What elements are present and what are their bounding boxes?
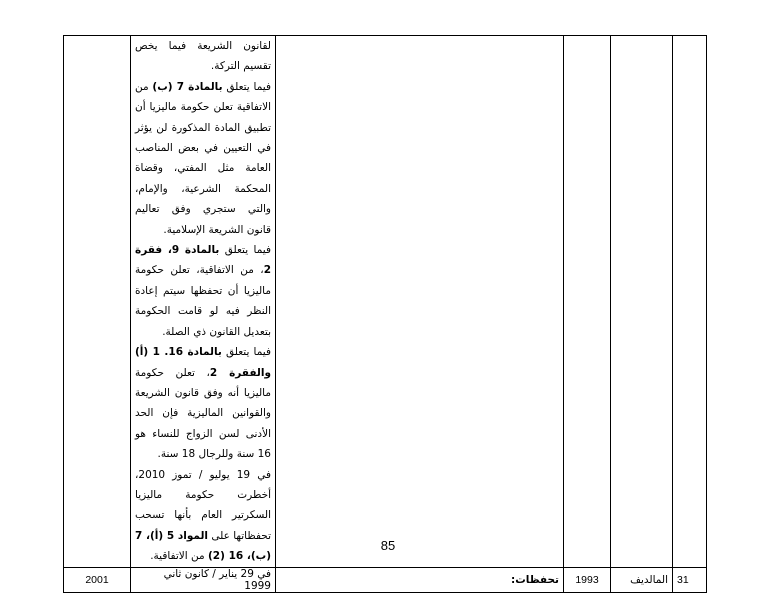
cell-empty [564,36,611,568]
text: من الاتفاقية. [150,550,208,563]
text: فيما يتعلق [222,80,271,93]
text: لقانون الشريعة فيما يخص تقسيم التركة. [135,40,271,73]
paragraph [135,240,271,342]
end-year: 2001 [64,567,131,592]
text: ، من الاتفاقية، تعلن حكومة ماليزيا أن تحفظها سيتم إعادة النظر فيه لو قامت الحكومة بتعديل القانون ذي الصلة. [135,264,271,338]
table-row [64,36,707,568]
reservations-label: تحفظات: [276,567,564,592]
cell-empty [64,36,131,568]
text: في 19 يوليو / تموز 2010، أخطرت حكومة ماليزيا السكرتير العام بأنها تسحب تحفظاتها على [135,468,272,542]
cell-empty [276,36,564,568]
article-ref: بالمادة 16. 1 (أ) والفقرة 2 [135,346,271,379]
text: من الاتفاقية تعلن حكومة ماليزيا أن تطبيق المادة المذكورة لن يؤثر في التعيين في بعض المناصب العامة مثل المفتي، وقضاة المحكمة الشرعية، والإمام، والتي ستجري وفق تعاليم قانون الشريعة الإسلامية. [135,80,271,236]
country-name: المالديف [611,567,673,592]
cell-empty [673,36,707,568]
table-row [64,567,707,592]
page-number: 85 [380,538,396,553]
paragraph [135,77,271,240]
article-ref: بالمادة 7 (ب) [152,80,223,93]
reservation-date: في 29 يناير / كانون ثاني 1999 [131,567,276,592]
reservation-text-cell [131,36,276,568]
text: ، تعلن حكومة ماليزيا أنه وفق قانون الشريعة والقوانين الماليزية فإن الحد الأدنى لسن الزواج للنساء هو 16 سنة وللرجال 18 سنة. [135,366,271,461]
ratification-year: 1993 [564,567,611,592]
text: فيما يتعلق [221,346,271,359]
paragraph [135,342,271,464]
paragraph [135,36,271,77]
row-number: 31 [673,567,707,592]
article-ref: المواد 5 (أ)، 7 (ب)، 16 (2) [135,529,271,563]
article-ref: بالمادة 9، فقرة 2 [135,244,271,277]
reservations-table [63,35,707,593]
cell-empty [611,36,673,568]
text: فيما يتعلق [219,244,271,257]
